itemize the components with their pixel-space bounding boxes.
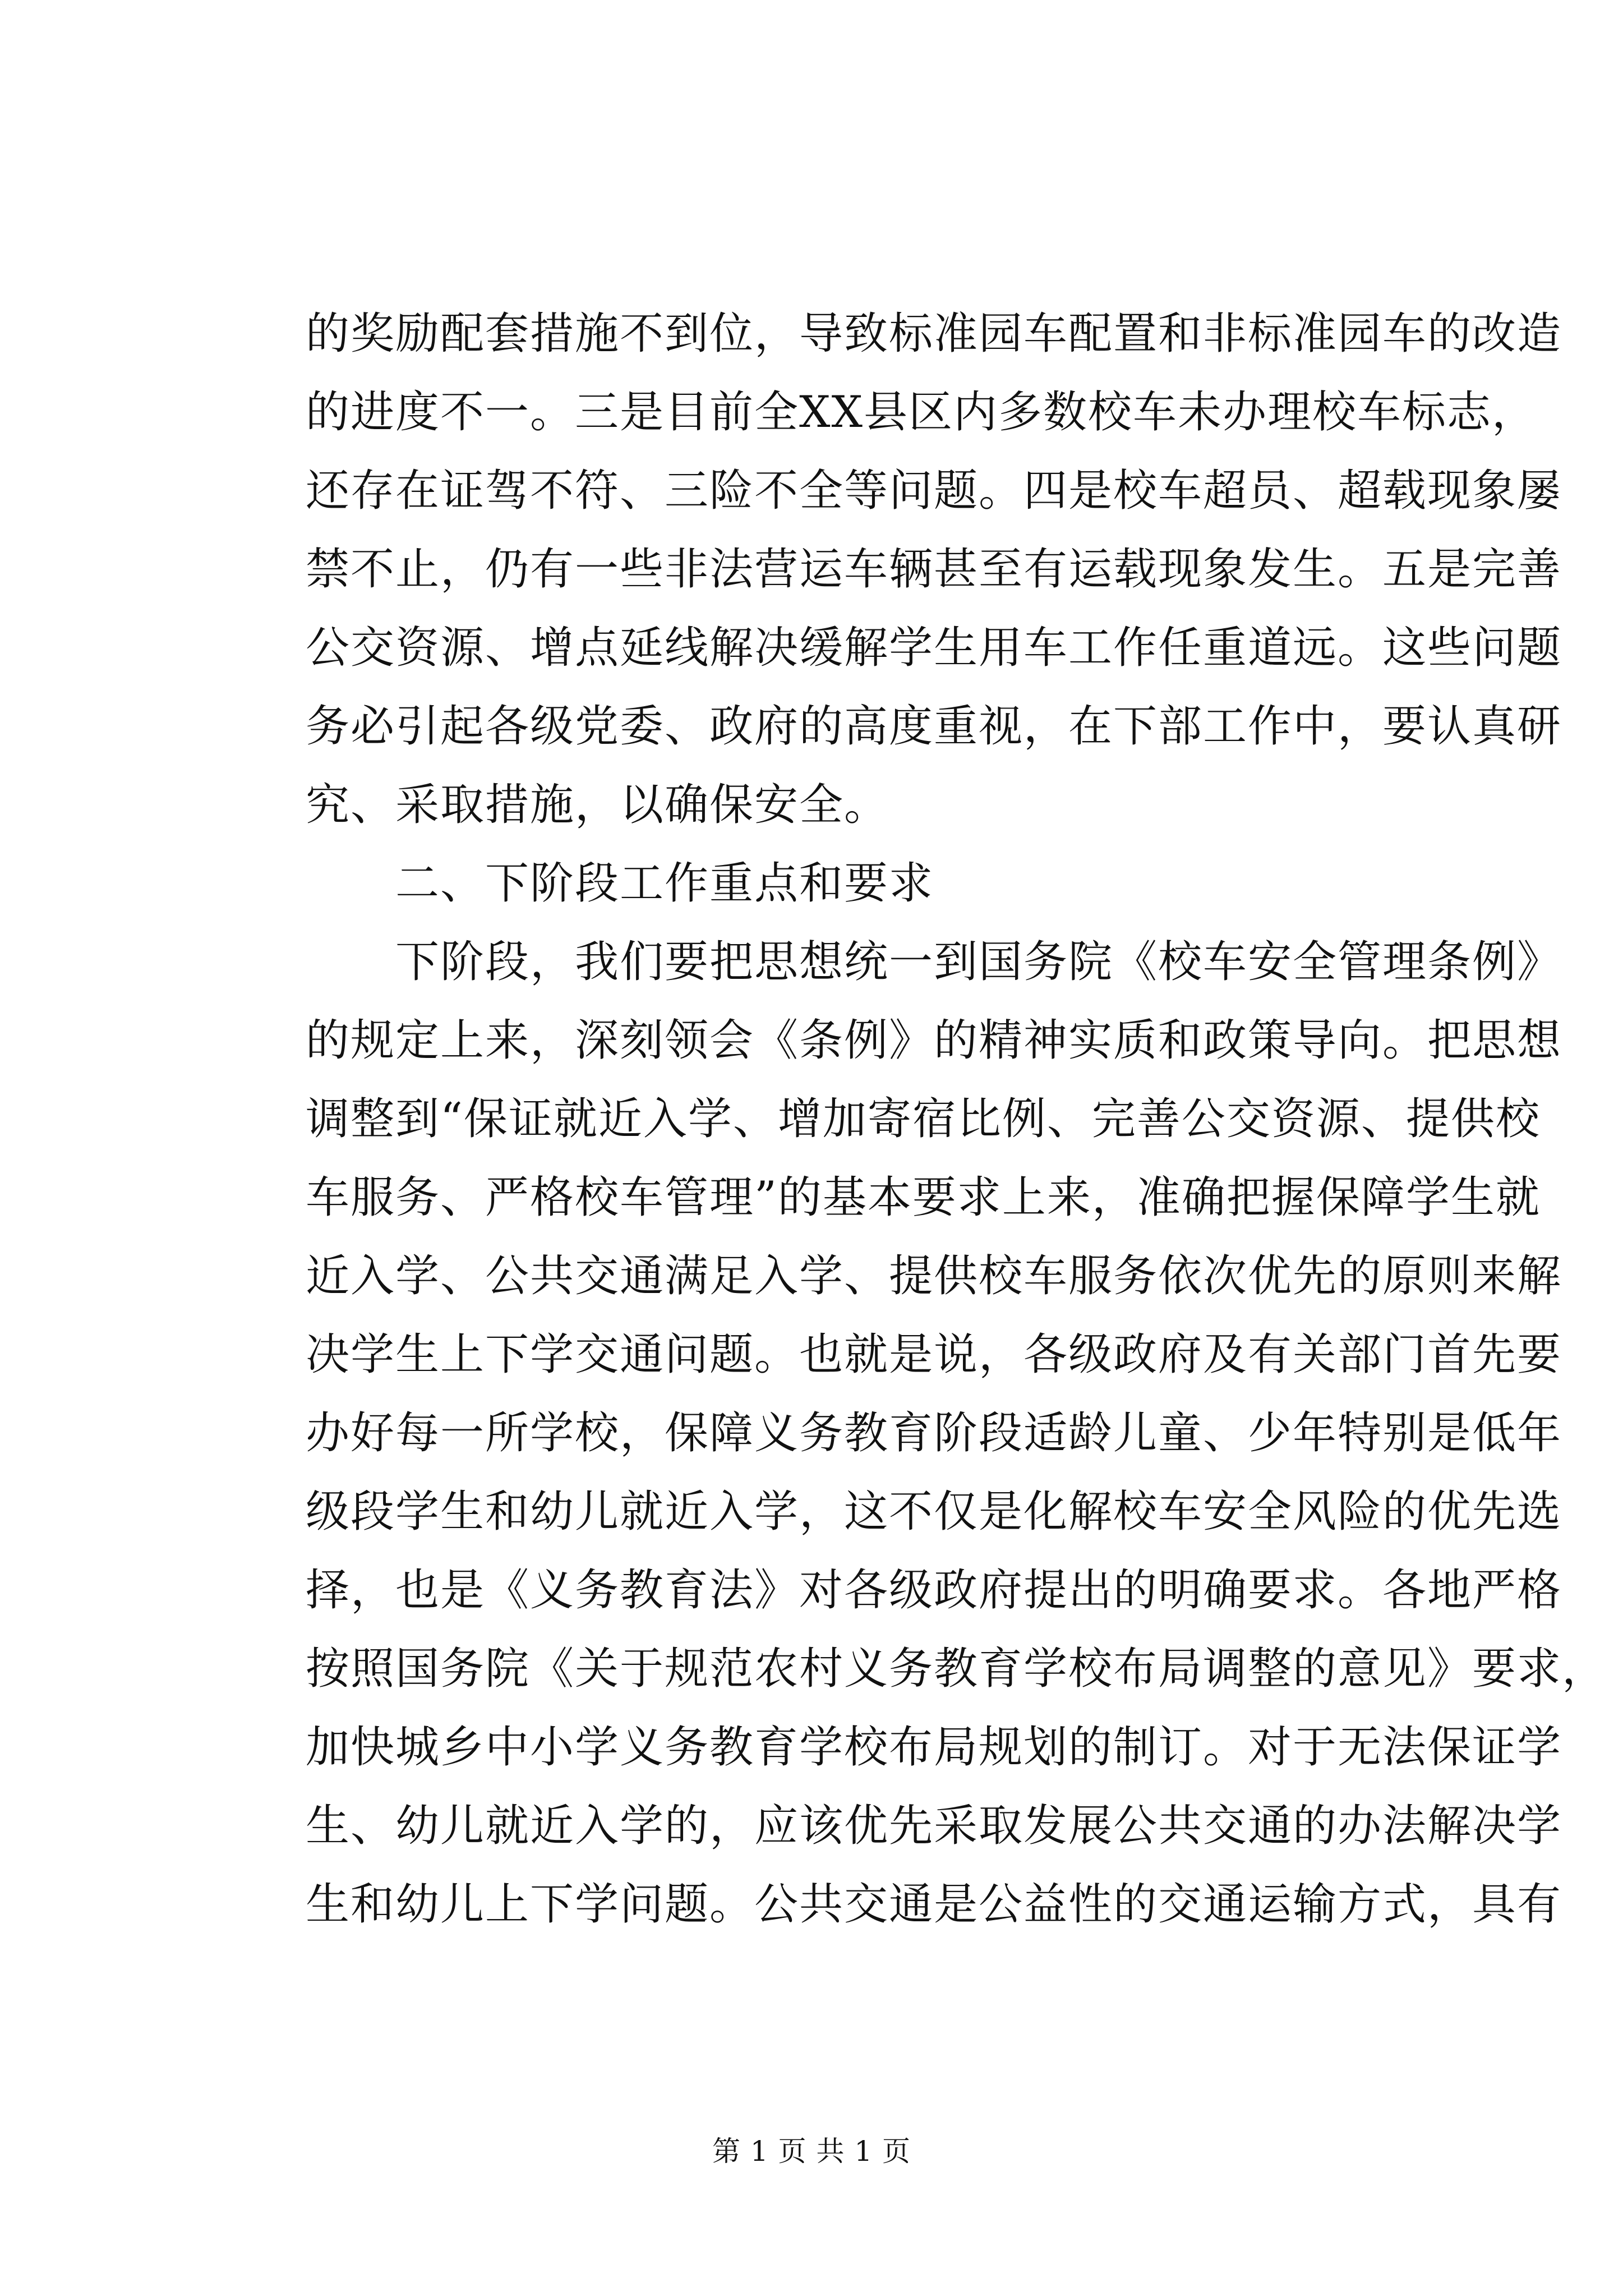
text-line: 级段学生和幼儿就近入学，这不仅是化解校车安全风险的优先选 [306,1487,1562,1537]
text-line: 办好每一所学校，保障义务教育阶段适龄儿童、少年特别是低年 [306,1408,1562,1458]
page-footer [0,2132,1623,2171]
text-line: 近入学、公共交通满足入学、提供校车服务依次优先的原则来解 [306,1251,1562,1301]
text-line: 决学生上下学交通问题。也就是说，各级政府及有关部门首先要 [306,1329,1562,1380]
text-line: 按照国务院《关于规范农村义务教育学校布局调整的意见》要求， [306,1644,1607,1694]
page-number-label: 第 1 页 共 1 页 [712,2135,911,2168]
text-line: 生、幼儿就近入学的，应该优先采取发展公共交通的办法解决学 [306,1801,1562,1851]
text-line: 的规定上来，深刻领会《条例》的精神实质和政策导向。把思想 [306,1015,1562,1066]
text-line: 禁不止，仍有一些非法营运车辆甚至有运载现象发生。五是完善 [306,544,1562,595]
text-line: 车服务、严格校车管理”的基本要求上来，准确把握保障学生就 [306,1172,1541,1223]
text-line: 务必引起各级党委、政府的高度重视，在下部工作中，要认真研 [306,701,1562,752]
text-line: 究、采取措施，以确保安全。 [306,780,889,830]
text-line: 的进度不一。三是目前全XX县区内多数校车未办理校车标志， [306,387,1537,438]
text-line: 公交资源、增点延线解决缓解学生用车工作任重道远。这些问题 [306,623,1562,673]
paragraph-first-line: 下阶段，我们要把思想统一到国务院《校车安全管理条例》 [306,937,1562,987]
text-line: 调整到“保证就近入学、增加寄宿比例、完善公交资源、提供校 [306,1094,1541,1144]
text-line: 的奖励配套措施不到位，导致标准园车配置和非标准园车的改造 [306,309,1562,359]
text-line: 还存在证驾不符、三险不全等问题。四是校车超员、超载现象屡 [306,466,1562,516]
text-line: 择，也是《义务教育法》对各级政府提出的明确要求。各地严格 [306,1565,1562,1616]
text-line: 加快城乡中小学义务教育学校布局规划的制订。对于无法保证学 [306,1722,1562,1773]
text-line: 生和幼儿上下学问题。公共交通是公益性的交通运输方式，具有 [306,1879,1562,1930]
section-heading: 二、下阶段工作重点和要求 [306,858,934,909]
